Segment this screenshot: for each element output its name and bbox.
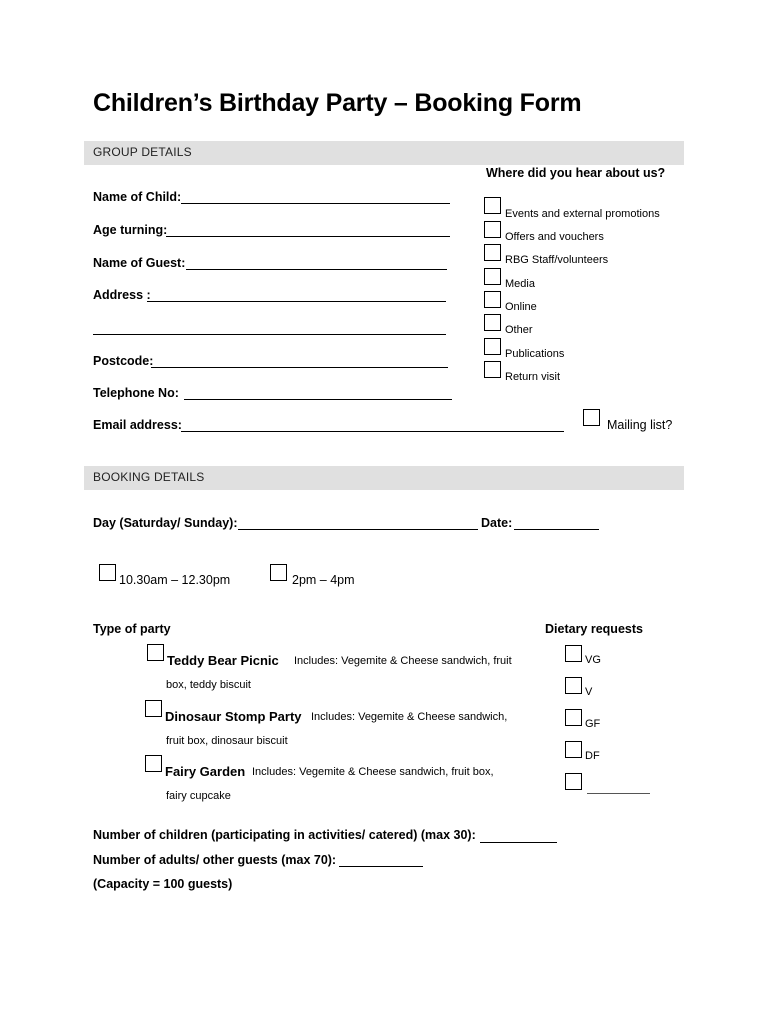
age-turning-field[interactable] (166, 236, 450, 237)
party-type-heading: Type of party (93, 622, 171, 636)
hear-option-checkbox-media[interactable] (484, 268, 501, 285)
hear-option-checkbox-rbg-staff[interactable] (484, 244, 501, 261)
capacity-note: (Capacity = 100 guests) (93, 877, 233, 891)
dietary-other-field[interactable] (587, 793, 650, 794)
dietary-heading: Dietary requests (545, 622, 643, 636)
party-includes-fairy-garden: Includes: Vegemite & Cheese sandwich, fruit box, (252, 766, 494, 778)
party-includes-cont-teddy-bear-picnic: box, teddy biscuit (166, 679, 251, 691)
hear-option-label-publications: Publications (505, 348, 565, 360)
date-field[interactable] (514, 529, 599, 530)
party-includes-dinosaur-stomp: Includes: Vegemite & Cheese sandwich, (311, 711, 508, 723)
party-name-fairy-garden: Fairy Garden (165, 764, 246, 779)
dietary-label-vg: VG (585, 654, 601, 666)
mailing-list-label: Mailing list? (607, 418, 673, 432)
hear-option-checkbox-other[interactable] (484, 314, 501, 331)
email-field[interactable] (181, 431, 564, 432)
party-name-teddy-bear-picnic: Teddy Bear Picnic (167, 653, 279, 668)
group-details-header (84, 141, 684, 165)
email-label: Email address: (93, 418, 182, 432)
dietary-checkbox-other[interactable] (565, 773, 582, 790)
time-checkbox-afternoon[interactable] (270, 564, 287, 581)
hear-option-checkbox-publications[interactable] (484, 338, 501, 355)
dietary-checkbox-gf[interactable] (565, 709, 582, 726)
adults-count-field[interactable] (339, 866, 423, 867)
party-name-dinosaur-stomp: Dinosaur Stomp Party (165, 709, 302, 724)
booking-details-header (84, 466, 684, 490)
postcode-field[interactable] (151, 367, 448, 368)
dietary-label-df: DF (585, 750, 600, 762)
party-checkbox-fairy-garden[interactable] (145, 755, 162, 772)
dietary-label-gf: GF (585, 718, 601, 730)
guest-name-label: Name of Guest: (93, 256, 186, 270)
children-count-field[interactable] (480, 842, 557, 843)
date-label: Date: (481, 516, 513, 530)
party-checkbox-dinosaur-stomp[interactable] (145, 700, 162, 717)
age-turning-label: Age turning: (93, 223, 168, 237)
telephone-field[interactable] (184, 399, 452, 400)
time-checkbox-morning[interactable] (99, 564, 116, 581)
hear-option-label-events: Events and external promotions (505, 208, 660, 220)
dietary-label-v: V (585, 686, 593, 698)
hear-option-checkbox-return-visit[interactable] (484, 361, 501, 378)
address-label: Address : (93, 288, 151, 302)
dietary-checkbox-vg[interactable] (565, 645, 582, 662)
adults-count-label: Number of adults/ other guests (max 70): (93, 853, 337, 867)
child-name-field[interactable] (181, 203, 450, 204)
dietary-checkbox-v[interactable] (565, 677, 582, 694)
telephone-label: Telephone No: (93, 386, 179, 400)
hear-option-label-other: Other (505, 324, 533, 336)
children-count-label: Number of children (participating in activities/ catered) (max 30): (93, 828, 476, 842)
dietary-checkbox-df[interactable] (565, 741, 582, 758)
hear-about-us-heading: Where did you hear about us? (486, 166, 666, 180)
postcode-label: Postcode: (93, 354, 154, 368)
page-title: Children’s Birthday Party – Booking Form (93, 89, 582, 117)
hear-option-checkbox-events[interactable] (484, 197, 501, 214)
mailing-list-checkbox[interactable] (583, 409, 600, 426)
day-field[interactable] (238, 529, 478, 530)
time-label-afternoon: 2pm – 4pm (292, 573, 355, 587)
party-checkbox-teddy-bear-picnic[interactable] (147, 644, 164, 661)
party-includes-cont-fairy-garden: fairy cupcake (166, 790, 231, 802)
guest-name-field[interactable] (186, 269, 447, 270)
address-field-line-2[interactable] (93, 334, 446, 335)
hear-option-label-offers: Offers and vouchers (505, 231, 604, 243)
hear-option-label-return-visit: Return visit (505, 371, 561, 383)
hear-option-checkbox-online[interactable] (484, 291, 501, 308)
hear-option-label-media: Media (505, 278, 535, 290)
hear-option-label-rbg-staff: RBG Staff/volunteers (505, 254, 609, 266)
hear-option-checkbox-offers[interactable] (484, 221, 501, 238)
booking-details-header-label: BOOKING DETAILS (93, 470, 205, 484)
time-label-morning: 10.30am – 12.30pm (119, 573, 231, 587)
child-name-label: Name of Child: (93, 190, 182, 204)
day-label: Day (Saturday/ Sunday): (93, 516, 238, 530)
group-details-header-label: GROUP DETAILS (93, 145, 192, 159)
party-includes-teddy-bear-picnic: Includes: Vegemite & Cheese sandwich, fruit (294, 655, 512, 667)
address-field-line-1[interactable] (147, 301, 446, 302)
party-includes-cont-dinosaur-stomp: fruit box, dinosaur biscuit (166, 735, 288, 747)
hear-option-label-online: Online (505, 301, 537, 313)
